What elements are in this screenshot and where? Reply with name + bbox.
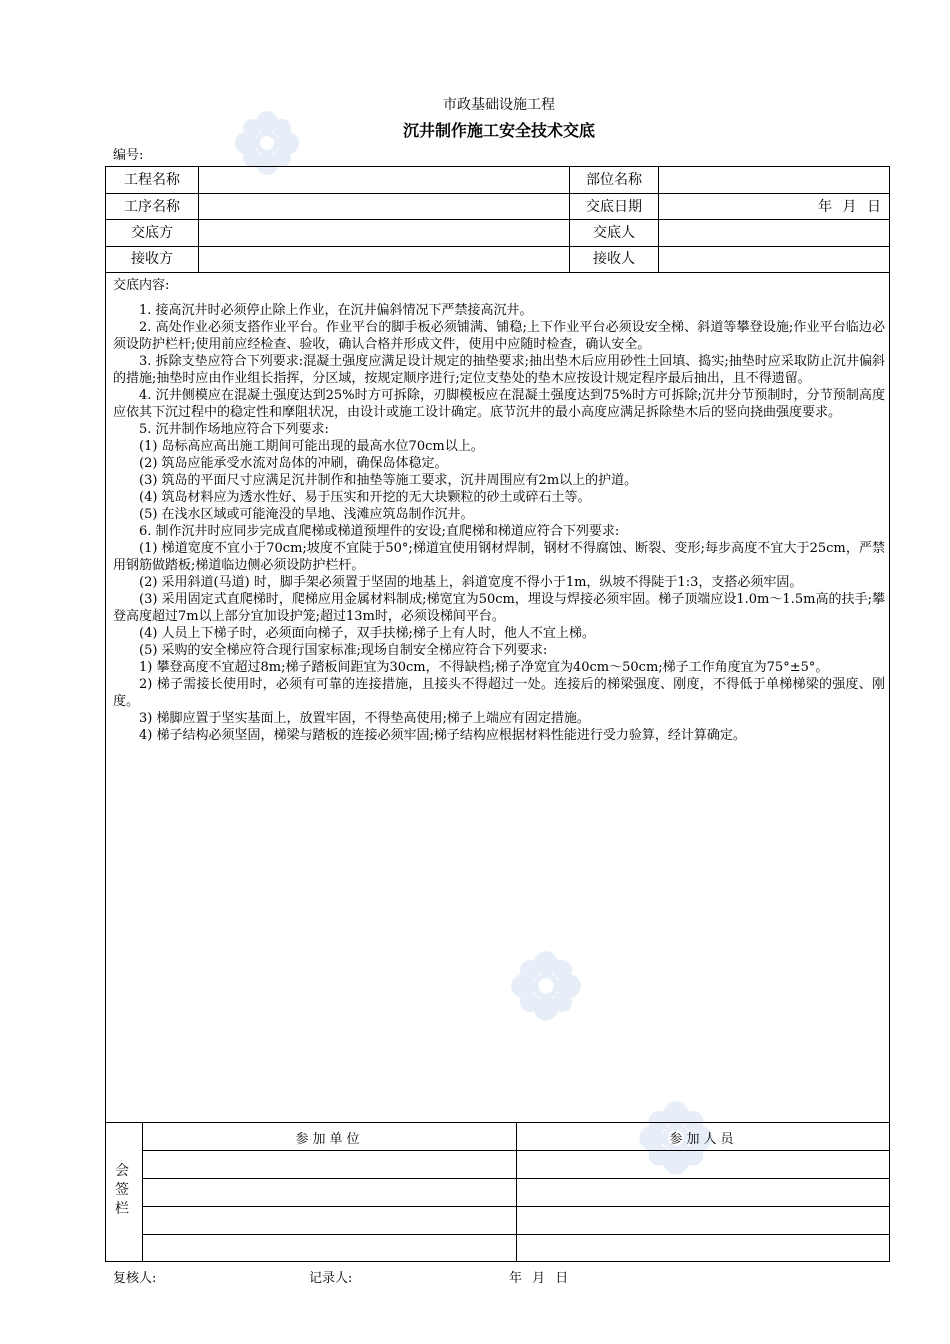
content-paragraph: 5. 沉井制作场地应符合下列要求: — [139, 422, 329, 437]
content-paragraph: 4) 梯子结构必须坚固，梯梁与踏板的连接必须牢固;梯子结构应根据材料性能进行受力验算，经计算确定。 — [139, 728, 746, 743]
reviewer-label: 复核人: — [113, 1271, 157, 1286]
content-body — [113, 302, 885, 744]
content-paragraph: (1) 梯道宽度不宜小于70cm;坡度不宜陡于50°;梯道宜使用钢材焊制，钢材不得腐蚀、断裂、变形;每步高度不宜大于25cm，严禁用钢筋做踏板;梯道临边侧必须设防护栏杆。 — [113, 541, 885, 573]
content-paragraph: (3) 筑岛的平面尺寸应满足沉井制作和抽垫等施工要求，沉井周围应有2m以上的护道。 — [139, 473, 638, 488]
handover-person-label: 交底人 — [593, 225, 635, 241]
table-rule — [142, 1206, 890, 1207]
content-paragraph: 1) 攀登高度不宜超过8m;梯子踏板间距宜为30cm，不得缺档;梯子净宽宜为40cm～50cm;梯子工作角度宜为75°±5°。 — [139, 660, 829, 675]
content-paragraph: 2) 梯子需接长使用时，必须有可靠的连接措施，且接头不得超过一处。连接后的梯梁强度、刚度，不得低于单梯梯梁的强度、刚度。 — [113, 677, 885, 709]
content-paragraph: (4) 人员上下梯子时，必须面向梯子，双手扶梯;梯子上有人时，他人不宜上梯。 — [139, 626, 595, 641]
content-paragraph: 3) 梯脚应置于坚实基面上，放置牢固，不得垫高使用;梯子上端应有固定措施。 — [139, 711, 590, 726]
unit-header: 参加单位 — [295, 1132, 364, 1147]
document-subtitle: 市政基础设施工程 — [443, 97, 555, 113]
table-rule — [142, 1150, 890, 1151]
content-paragraph: (5) 采购的安全梯应符合现行国家标准;现场自制安全梯应符合下列要求: — [139, 643, 548, 658]
content-paragraph: (4) 筑岛材料应为透水性好、易于压实和开挖的无大块颗粒的砂土或碎石土等。 — [139, 490, 591, 505]
signoff-top-rule — [105, 1122, 890, 1123]
content-paragraph: 6. 制作沉井时应同步完成直爬梯或梯道预埋件的安设;直爬梯和梯道应符合下列要求: — [139, 524, 620, 539]
handover-date-label: 交底日期 — [586, 199, 642, 215]
handover-date-field[interactable]: 年 月 日 — [818, 199, 881, 215]
handover-party-label: 交底方 — [131, 225, 173, 241]
recorder-label: 记录人: — [309, 1271, 353, 1286]
project-name-label: 工程名称 — [124, 172, 180, 188]
receiver-person-label: 接收人 — [593, 251, 635, 267]
table-rule — [105, 246, 890, 247]
number-label: 编号: — [113, 148, 144, 163]
content-paragraph: (2) 筑岛应能承受水流对岛体的冲刷，确保岛体稳定。 — [139, 456, 448, 471]
people-header: 参加人员 — [669, 1132, 738, 1147]
content-paragraph: (2) 采用斜道(马道) 时，脚手架必须置于坚固的地基上，斜道宽度不得小于1m，纵坡不得陡于1:3，支搭必须牢固。 — [139, 575, 803, 590]
content-paragraph: (5) 在浅水区域或可能淹没的旱地、浅滩应筑岛制作沉井。 — [139, 507, 474, 522]
process-name-label: 工序名称 — [124, 199, 180, 215]
signoff-side-label: 会签栏 — [115, 1163, 129, 1217]
table-rule — [142, 1178, 890, 1179]
content-paragraph: (1) 岛标高应高出施工期间可能出现的最高水位70cm以上。 — [139, 439, 484, 454]
receiver-party-label: 接收方 — [131, 251, 173, 267]
content-paragraph: (3) 采用固定式直爬梯时，爬梯应用金属材料制成;梯宽宜为50cm，埋设与焊接必须牢固。梯子顶端应设1.0m～1.5m高的扶手;攀登高度超过7m以上部分宜加设护笼;超过13m时，必须设梯间平台。 — [113, 592, 885, 624]
content-paragraph: 1. 接高沉井时必须停止除上作业，在沉井偏斜情况下严禁接高沉井。 — [139, 303, 533, 318]
part-name-label: 部位名称 — [586, 172, 642, 188]
table-rule — [105, 272, 890, 273]
table-rule — [198, 166, 199, 272]
table-rule — [142, 1234, 890, 1235]
document-title: 沉井制作施工安全技术交底 — [402, 121, 595, 140]
footer-date-label: 年 月 日 — [509, 1271, 569, 1286]
content-paragraph: 3. 拆除支垫应符合下列要求:混凝土强度应满足设计规定的抽垫要求;抽出垫木后应用砂性土回填、捣实;抽垫时应采取防止沉井偏斜的措施;抽垫时应由作业组长指挥，分区域，按规定顺序进行;定位支垫处的垫木应按设计规定程序最后抽出，且不得遗留。 — [113, 354, 885, 386]
content-paragraph: 2. 高处作业必须支搭作业平台。作业平台的脚手板必须铺满、铺稳;上下作业平台必须设安全梯、斜道等攀登设施;作业平台临边必须设防护栏杆;使用前应经检查、验收，确认合格并形成文件，使用中应随时检查，确认安全。 — [113, 320, 885, 352]
content-label: 交底内容: — [113, 278, 170, 293]
content-paragraph: 4. 沉井侧模应在混凝土强度达到25%时方可拆除，刃脚模板应在混凝土强度达到75%时方可拆除;沉井分节预制时，分节预制高度应依其下沉过程中的稳定性和摩阻状况，由设计或施工设计确定。底节沉井的最小高度应满足拆除垫木后的竖向挠曲强度要求。 — [113, 388, 885, 420]
